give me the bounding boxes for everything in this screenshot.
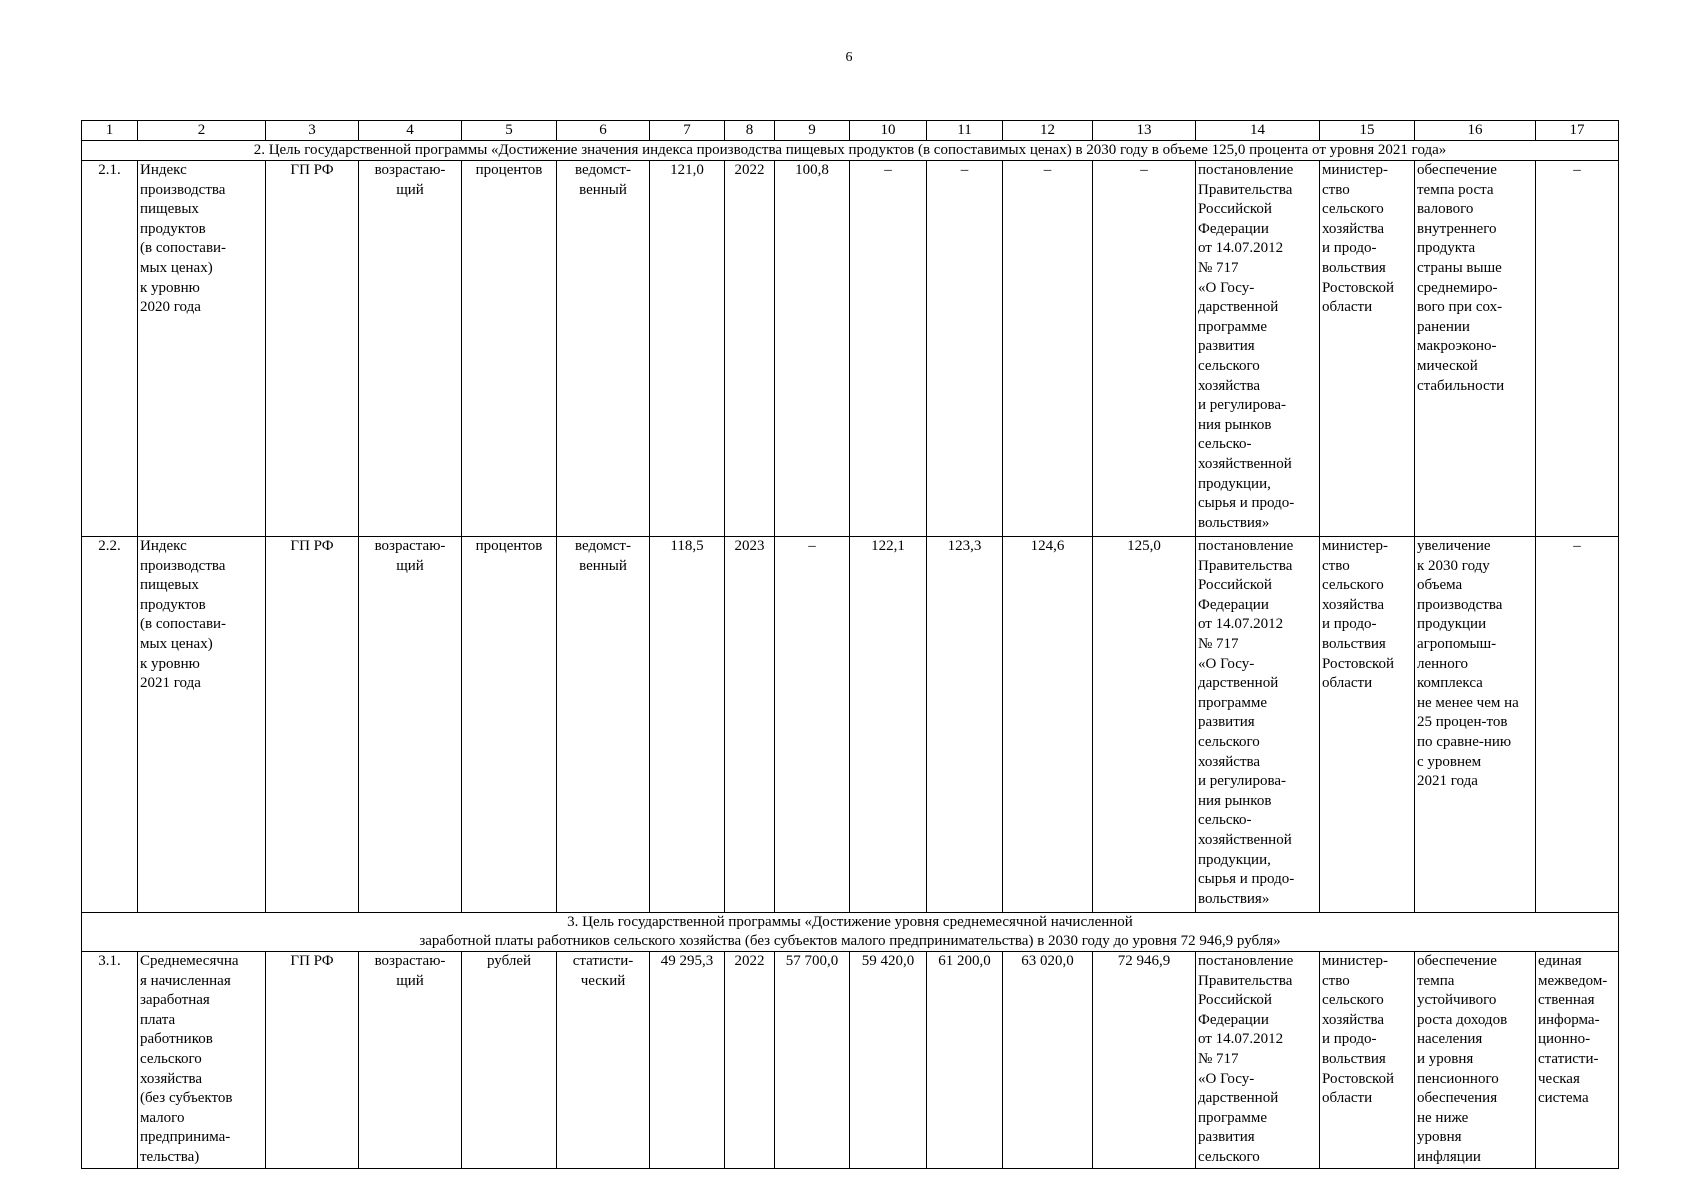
column-header: 15 bbox=[1320, 121, 1415, 141]
column-header: 9 bbox=[775, 121, 850, 141]
value-col-11: – bbox=[927, 161, 1003, 537]
value-col-12: – bbox=[1003, 161, 1093, 537]
indicator-trend: возрастаю- щий bbox=[359, 952, 462, 1169]
base-year: 2022 bbox=[725, 161, 775, 537]
section-title: 2. Цель государственной программы «Достижение значения индекса производства пищевых продуктов (в сопоставимых ценах) в 2030 году в объеме 125,0 процента от уровня 2021 года» bbox=[82, 141, 1619, 161]
regulatory-document: постановление Правительства Российской Федерации от 14.07.2012 № 717 «О Госу- дарственной программе развития сельского bbox=[1196, 952, 1320, 1169]
indicator-level: ГП РФ bbox=[266, 537, 359, 913]
column-header: 6 bbox=[557, 121, 650, 141]
indicator-name: Индекс производства пищевых продуктов (в сопостави- мых ценах) к уровню 2021 года bbox=[138, 537, 266, 913]
unit-of-measure: рублей bbox=[462, 952, 557, 1169]
column-header: 2 bbox=[138, 121, 266, 141]
regulatory-document: постановление Правительства Российской Федерации от 14.07.2012 № 717 «О Госу- дарственной программе развития сельского хозяйства и регулирова- ния рынков сельско- хозяйственной продукции, сырья и продо- вольствия» bbox=[1196, 161, 1320, 537]
value-col-13: 125,0 bbox=[1093, 537, 1196, 913]
column-header: 10 bbox=[850, 121, 927, 141]
unit-of-measure: процентов bbox=[462, 537, 557, 913]
row-number: 3.1. bbox=[82, 952, 138, 1169]
table-row bbox=[82, 537, 1619, 913]
column-header: 17 bbox=[1536, 121, 1619, 141]
regulatory-document: постановление Правительства Российской Федерации от 14.07.2012 № 717 «О Госу- дарственной программе развития сельского хозяйства и регулирова- ния рынков сельско- хозяйственной продукции, сырья и продо- вольствия» bbox=[1196, 537, 1320, 913]
indicators-table bbox=[81, 120, 1619, 1169]
column-header: 7 bbox=[650, 121, 725, 141]
value-col-10: 122,1 bbox=[850, 537, 927, 913]
value-col-9: 100,8 bbox=[775, 161, 850, 537]
page-number: 6 bbox=[845, 50, 853, 65]
indicator-name: Среднемесячна я начисленная заработная плата работников сельского хозяйства (без субъектов малого предпринима- тельства) bbox=[138, 952, 266, 1169]
value-col-13: – bbox=[1093, 161, 1196, 537]
value-col-12: 63 020,0 bbox=[1003, 952, 1093, 1169]
section-goal-row bbox=[82, 913, 1619, 952]
value-col-11: 61 200,0 bbox=[927, 952, 1003, 1169]
responsible-body: министер- ство сельского хозяйства и продо- вольствия Ростовской области bbox=[1320, 952, 1415, 1169]
base-year: 2022 bbox=[725, 952, 775, 1169]
section-goal-row bbox=[82, 141, 1619, 161]
value-col-11: 123,3 bbox=[927, 537, 1003, 913]
column-number-row bbox=[82, 121, 1619, 141]
base-value: 49 295,3 bbox=[650, 952, 725, 1169]
base-value: 118,5 bbox=[650, 537, 725, 913]
national-goal-link: обеспечение темпа роста валового внутреннего продукта страны выше среднемиро- вого при сох- ранении макроэконо- мической стабильности bbox=[1415, 161, 1536, 537]
table-row bbox=[82, 952, 1619, 1169]
responsible-body: министер- ство сельского хозяйства и продо- вольствия Ростовской области bbox=[1320, 537, 1415, 913]
indicator-source: статисти- ческий bbox=[557, 952, 650, 1169]
info-system: – bbox=[1536, 537, 1619, 913]
table-row bbox=[82, 161, 1619, 537]
section-title: 3. Цель государственной программы «Достижение уровня среднемесячной начисленной заработной платы работников сельского хозяйства (без субъектов малого предпринимательства) в 2030 году до уровня 72 946,9 рубля» bbox=[82, 913, 1619, 952]
indicator-name: Индекс производства пищевых продуктов (в сопостави- мых ценах) к уровню 2020 года bbox=[138, 161, 266, 537]
value-col-9: – bbox=[775, 537, 850, 913]
value-col-12: 124,6 bbox=[1003, 537, 1093, 913]
indicator-source: ведомст- венный bbox=[557, 161, 650, 537]
value-col-10: 59 420,0 bbox=[850, 952, 927, 1169]
unit-of-measure: процентов bbox=[462, 161, 557, 537]
value-col-9: 57 700,0 bbox=[775, 952, 850, 1169]
indicator-level: ГП РФ bbox=[266, 952, 359, 1169]
info-system: единая межведом- ственная информа- ционно- статисти- ческая система bbox=[1536, 952, 1619, 1169]
value-col-10: – bbox=[850, 161, 927, 537]
column-header: 11 bbox=[927, 121, 1003, 141]
column-header: 8 bbox=[725, 121, 775, 141]
column-header: 14 bbox=[1196, 121, 1320, 141]
column-header: 16 bbox=[1415, 121, 1536, 141]
row-number: 2.1. bbox=[82, 161, 138, 537]
national-goal-link: обеспечение темпа устойчивого роста доходов населения и уровня пенсионного обеспечения не ниже уровня инфляции bbox=[1415, 952, 1536, 1169]
column-header: 1 bbox=[82, 121, 138, 141]
row-number: 2.2. bbox=[82, 537, 138, 913]
indicator-level: ГП РФ bbox=[266, 161, 359, 537]
column-header: 13 bbox=[1093, 121, 1196, 141]
base-value: 121,0 bbox=[650, 161, 725, 537]
indicator-trend: возрастаю- щий bbox=[359, 161, 462, 537]
column-header: 4 bbox=[359, 121, 462, 141]
value-col-13: 72 946,9 bbox=[1093, 952, 1196, 1169]
responsible-body: министер- ство сельского хозяйства и продо- вольствия Ростовской области bbox=[1320, 161, 1415, 537]
national-goal-link: увеличение к 2030 году объема производства продукции агропомыш- ленного комплекса не менее чем на 25 процен-тов по сравне-нию с уровнем 2021 года bbox=[1415, 537, 1536, 913]
info-system: – bbox=[1536, 161, 1619, 537]
column-header: 5 bbox=[462, 121, 557, 141]
indicator-trend: возрастаю- щий bbox=[359, 537, 462, 913]
column-header: 12 bbox=[1003, 121, 1093, 141]
indicator-source: ведомст- венный bbox=[557, 537, 650, 913]
column-header: 3 bbox=[266, 121, 359, 141]
base-year: 2023 bbox=[725, 537, 775, 913]
